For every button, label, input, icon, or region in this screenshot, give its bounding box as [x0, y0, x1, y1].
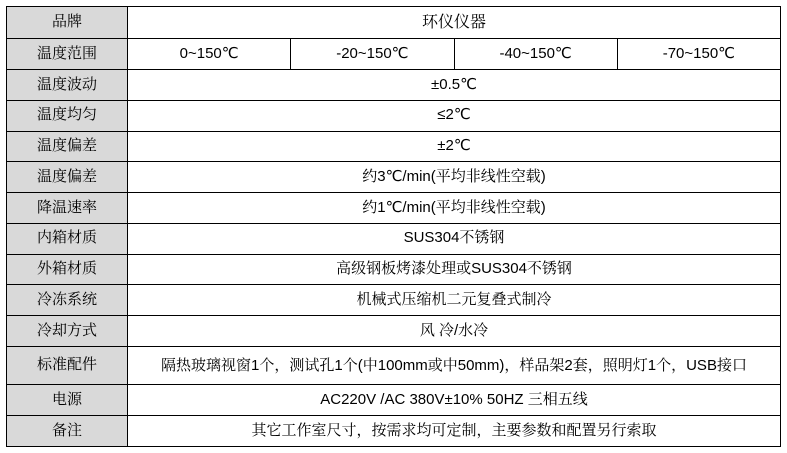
table-row	[7, 223, 781, 254]
row-label: 冷却方式	[7, 316, 128, 347]
row-label: 品牌	[7, 7, 128, 39]
row-label: 冷冻系统	[7, 285, 128, 316]
table-row	[7, 131, 781, 162]
table-row	[7, 346, 781, 385]
table-row	[7, 254, 781, 285]
row-value: ±0.5℃	[128, 70, 781, 101]
row-label: 温度偏差	[7, 162, 128, 193]
row-label: 温度范围	[7, 39, 128, 70]
temp-range-option: -20~150℃	[291, 39, 454, 70]
row-value: 其它工作室尺寸，按需求均可定制，主要参数和配置另行索取	[128, 416, 781, 447]
row-value: 环仪仪器	[128, 7, 781, 39]
table-row	[7, 70, 781, 101]
table-row	[7, 193, 781, 224]
row-label: 内箱材质	[7, 223, 128, 254]
row-label: 电源	[7, 385, 128, 416]
row-value: SUS304不锈钢	[128, 223, 781, 254]
row-value: ≤2℃	[128, 100, 781, 131]
table-row	[7, 385, 781, 416]
table-row	[7, 416, 781, 447]
table-row	[7, 100, 781, 131]
row-value: 约1℃/min(平均非线性空载)	[128, 193, 781, 224]
table-row	[7, 39, 781, 70]
row-value: 隔热玻璃视窗1个，测试孔1个(中100mm或中50mm)，样品架2套，照明灯1个，USB接口	[128, 346, 781, 385]
table-row	[7, 285, 781, 316]
temp-range-option: -40~150℃	[454, 39, 617, 70]
row-label: 备注	[7, 416, 128, 447]
row-label: 温度偏差	[7, 131, 128, 162]
row-value: 约3℃/min(平均非线性空载)	[128, 162, 781, 193]
temp-range-option: -70~150℃	[617, 39, 780, 70]
table-row	[7, 7, 781, 39]
row-value: 风 冷/水冷	[128, 316, 781, 347]
row-label: 温度波动	[7, 70, 128, 101]
row-value: 机械式压缩机二元复叠式制冷	[128, 285, 781, 316]
row-value: AC220V /AC 380V±10% 50HZ 三相五线	[128, 385, 781, 416]
row-label: 温度均匀	[7, 100, 128, 131]
row-label: 降温速率	[7, 193, 128, 224]
row-value: 高级钢板烤漆处理或SUS304不锈钢	[128, 254, 781, 285]
specification-table	[6, 6, 781, 447]
row-label: 外箱材质	[7, 254, 128, 285]
table-row	[7, 316, 781, 347]
row-label: 标准配件	[7, 346, 128, 385]
table-row	[7, 162, 781, 193]
temp-range-option: 0~150℃	[128, 39, 291, 70]
row-value: ±2℃	[128, 131, 781, 162]
